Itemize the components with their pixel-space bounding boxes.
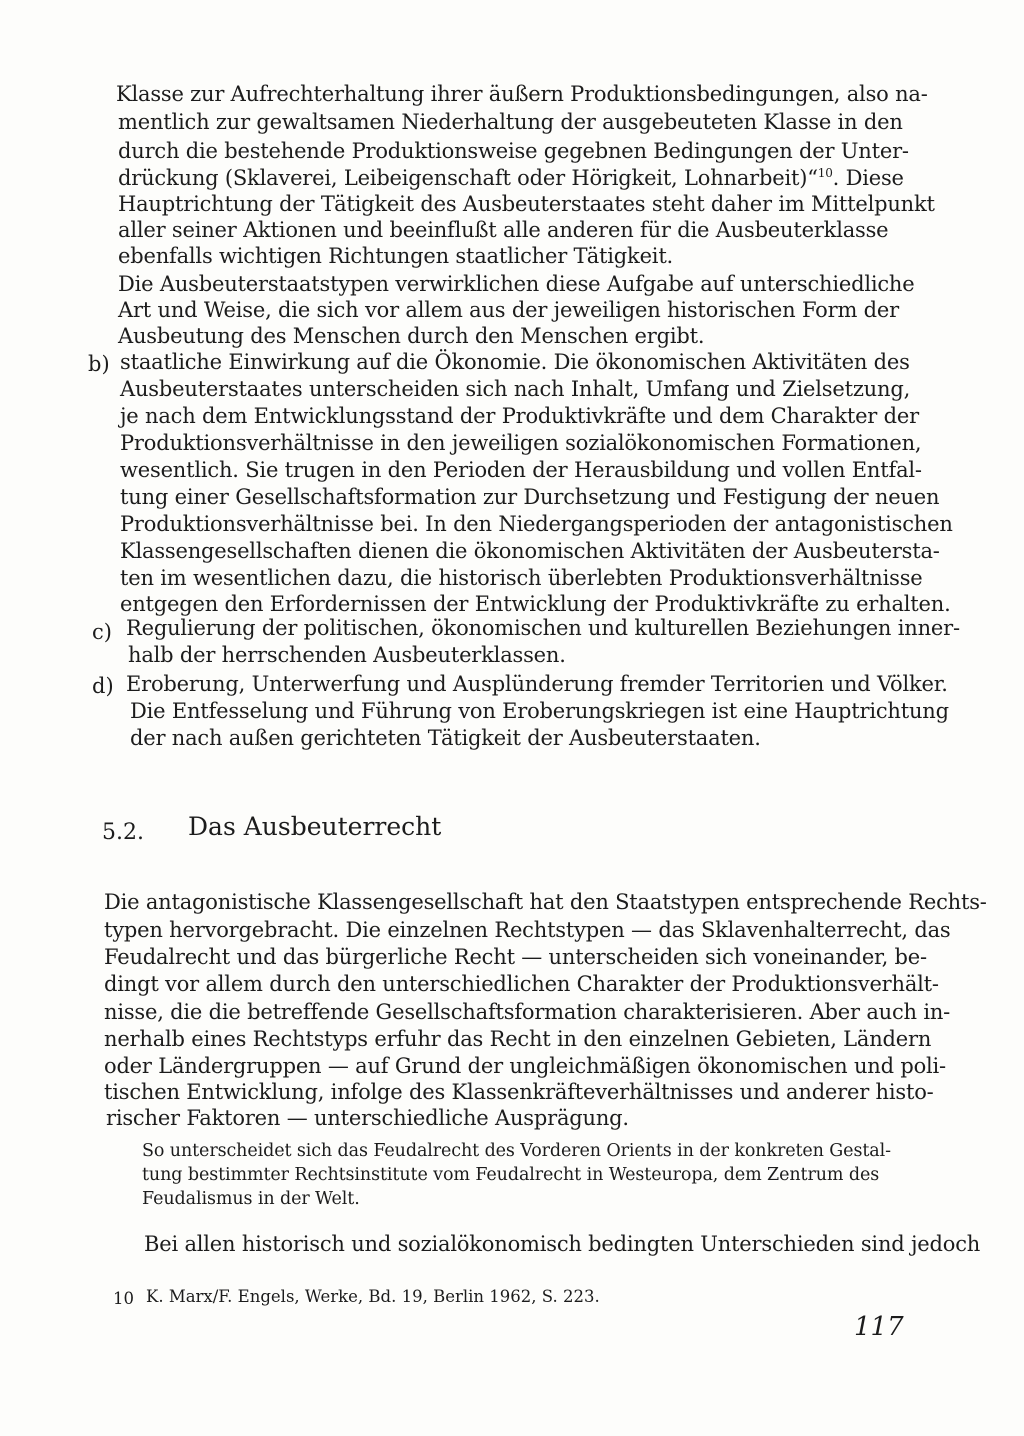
text-line: halb der herrschenden Ausbeuterklassen. xyxy=(128,643,566,667)
footnote-text: K. Marx/F. Engels, Werke, Bd. 19, Berlin 1962, S. 223. xyxy=(146,1287,600,1306)
text-line: der nach außen gerichteten Tätigkeit der Ausbeuterstaaten. xyxy=(130,726,761,750)
text-line: tung einer Gesellschaftsformation zur Durchsetzung und Festigung der neuen xyxy=(120,485,940,509)
text-line: Produktionsverhältnisse bei. In den Niedergangsperioden der antagonistischen xyxy=(120,512,953,536)
text-line: Ausbeuterstaates unterscheiden sich nach Inhalt, Umfang und Zielsetzung, xyxy=(120,377,911,401)
text-line: Bei allen historisch und sozialökonomisch bedingten Unterschieden sind jedoch xyxy=(144,1232,981,1256)
text-line: wesentlich. Sie trugen in den Perioden der Herausbildung und vollen Entfal- xyxy=(120,458,922,482)
section-title: Das Ausbeuterrecht xyxy=(188,812,442,841)
text-line: dingt vor allem durch den unterschiedlichen Charakter der Produktionsverhält- xyxy=(104,972,939,996)
text-line: nisse, die die betreffende Gesellschaftsformation charakterisieren. Aber auch in- xyxy=(104,1000,951,1024)
text-line: Regulierung der politischen, ökonomischen und kulturellen Beziehungen inner- xyxy=(126,616,960,640)
text-line: So unterscheidet sich das Feudalrecht des Vorderen Orients in der konkreten Gestal- xyxy=(142,1141,891,1161)
text-line: oder Ländergruppen — auf Grund der ungleichmäßigen ökonomischen und poli- xyxy=(104,1054,946,1078)
text-line: staatliche Einwirkung auf die Ökonomie. Die ökonomischen Aktivitäten des xyxy=(120,350,910,374)
list-label: d) xyxy=(92,674,114,698)
text-line: Ausbeutung des Menschen durch den Menschen ergibt. xyxy=(118,324,705,348)
text-line: tung bestimmter Rechtsinstitute vom Feudalrecht in Westeuropa, dem Zentrum des xyxy=(142,1165,880,1185)
list-label: b) xyxy=(88,352,110,376)
text-line: ebenfalls wichtigen Richtungen staatlicher Tätigkeit. xyxy=(118,244,674,268)
text-line: Klassengesellschaften dienen die ökonomischen Aktivitäten der Ausbeutersta- xyxy=(120,539,940,563)
footnote-reference[interactable]: 10 xyxy=(817,166,833,180)
text-line: ten im wesentlichen dazu, die historisch überlebten Produktionsverhältnisse xyxy=(120,566,923,590)
list-label: c) xyxy=(92,620,112,644)
text-line: Art und Weise, die sich vor allem aus der jeweiligen historischen Form der xyxy=(118,298,899,322)
section-number: 5.2. xyxy=(102,820,144,845)
text-line: nerhalb eines Rechtstyps erfuhr das Recht in den einzelnen Gebieten, Ländern xyxy=(104,1027,932,1051)
text-line: tischen Entwicklung, infolge des Klassenkräfteverhältnisses und anderer histo- xyxy=(104,1080,934,1104)
text-line: je nach dem Entwicklungsstand der Produktivkräfte und dem Charakter der xyxy=(120,404,919,428)
text-line: Feudalrecht und das bürgerliche Recht — unterscheiden sich voneinander, be- xyxy=(104,945,927,969)
text-line: mentlich zur gewaltsamen Niederhaltung der ausgebeuteten Klasse in den xyxy=(118,110,903,134)
text-line: Feudalismus in der Welt. xyxy=(142,1189,360,1209)
text-segment: drückung (Sklaverei, Leibeigenschaft oder Hörigkeit, Lohnarbeit)“ xyxy=(118,166,818,190)
text-line: rischer Faktoren — unterschiedliche Ausprägung. xyxy=(106,1106,629,1130)
text-line: typen hervorgebracht. Die einzelnen Rechtstypen — das Sklavenhalterrecht, das xyxy=(104,918,951,942)
text-segment: . Diese xyxy=(832,166,904,190)
text-line: Die Ausbeuterstaatstypen verwirklichen diese Aufgabe auf unterschiedliche xyxy=(118,272,915,296)
text-line: Produktionsverhältnisse in den jeweiligen sozialökonomischen Formationen, xyxy=(120,431,922,455)
text-line-with-footnote-ref xyxy=(118,164,904,192)
text-line: aller seiner Aktionen und beeinflußt alle anderen für die Ausbeuterklasse xyxy=(118,218,889,242)
footnote-number: 10 xyxy=(113,1289,134,1308)
text-line: Die Entfesselung und Führung von Eroberungskriegen ist eine Hauptrichtung xyxy=(130,699,949,723)
page-number: 117 xyxy=(854,1312,904,1342)
text-line: Hauptrichtung der Tätigkeit des Ausbeuterstaates steht daher im Mittelpunkt xyxy=(118,192,935,216)
text-line: entgegen den Erfordernissen der Entwicklung der Produktivkräfte zu erhalten. xyxy=(120,592,951,616)
text-line: Eroberung, Unterwerfung und Ausplünderung fremder Territorien und Völker. xyxy=(126,672,948,696)
text-line: durch die bestehende Produktionsweise gegebnen Bedingungen der Unter- xyxy=(118,139,909,163)
text-line: Die antagonistische Klassengesellschaft hat den Staatstypen entsprechende Rechts- xyxy=(104,890,987,914)
text-line: Klasse zur Aufrechterhaltung ihrer äußern Produktionsbedingungen, also na- xyxy=(116,82,928,106)
